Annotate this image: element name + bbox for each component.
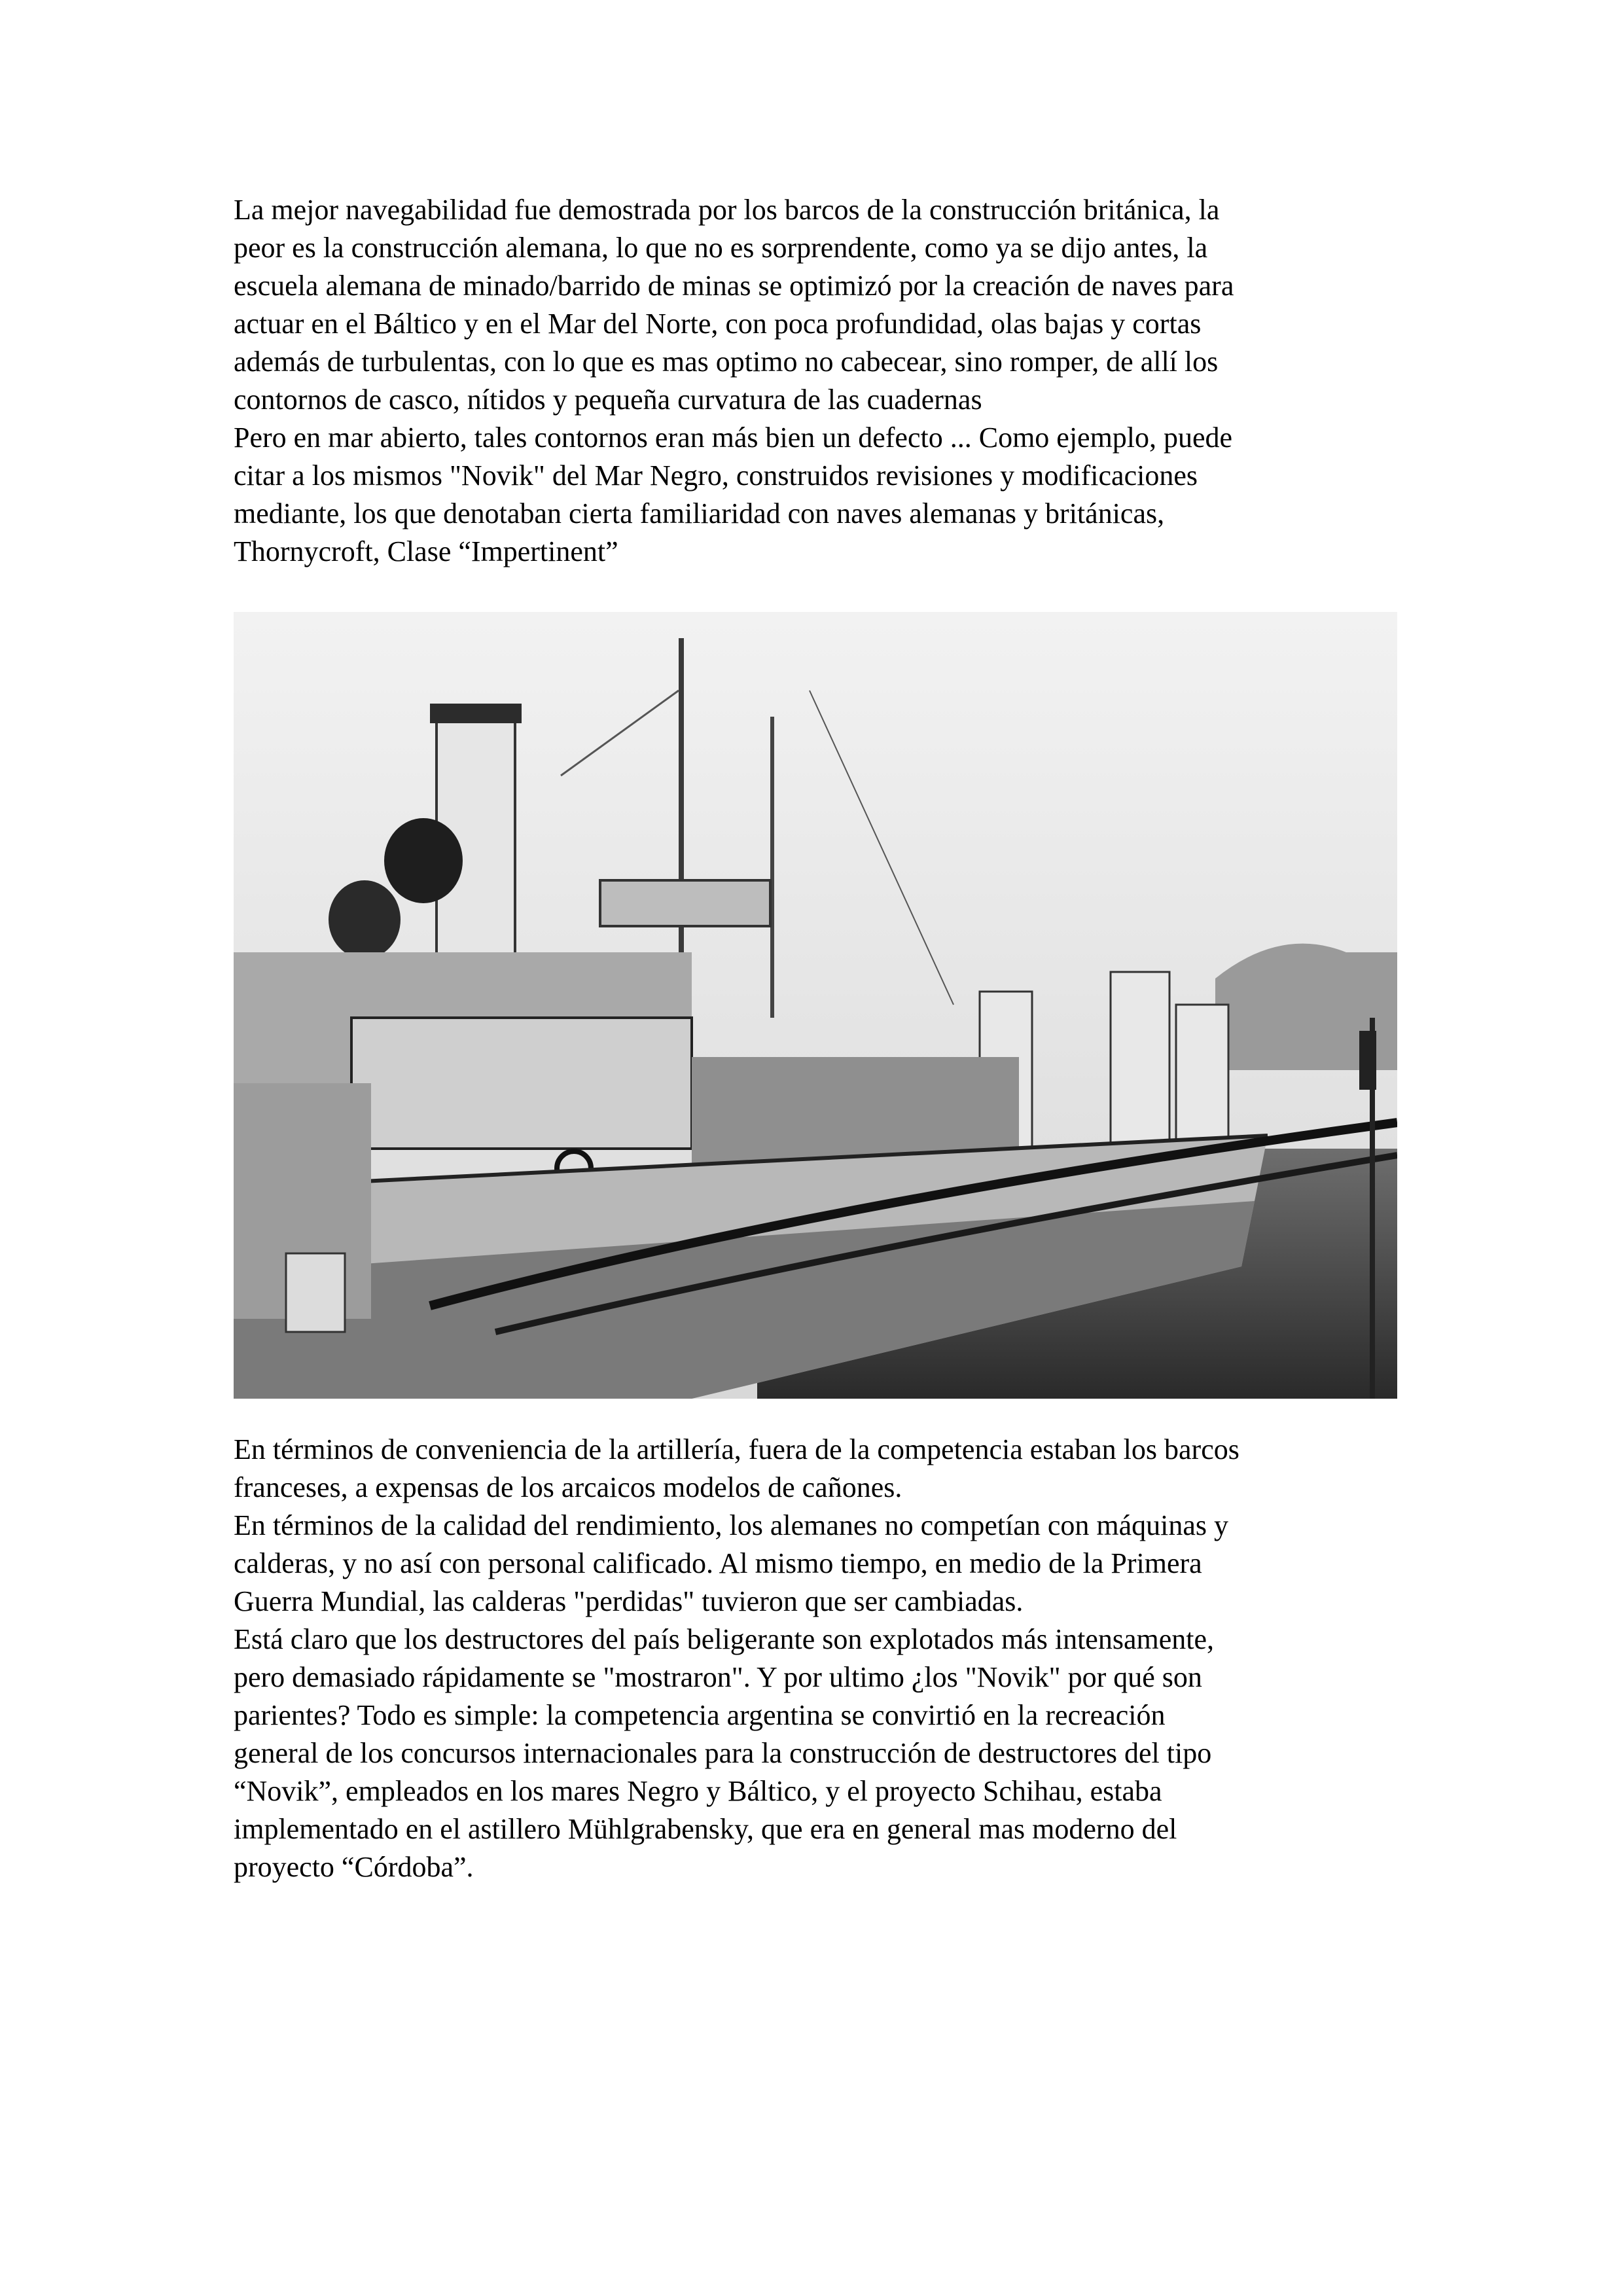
text-line: En términos de conveniencia de la artillería, fuera de la competencia estaban los barcos [234,1433,1240,1465]
text-line: escuela alemana de minado/barrido de minas se optimizó por la creación de naves para [234,270,1234,302]
text-line: proyecto “Córdoba”. [234,1851,474,1883]
text-line: franceses, a expensas de los arcaicos modelos de cañones. [234,1471,902,1503]
text-line: mediante, los que denotaban cierta familiaridad con naves alemanas y británicas, [234,497,1165,529]
text-line: parientes? Todo es simple: la competencia argentina se convirtió en la recreación [234,1699,1166,1731]
text-line: contornos de casco, nítidos y pequeña curvatura de las cuadernas [234,384,982,416]
text-line: implementado en el astillero Mühlgrabensky, que era en general mas moderno del [234,1813,1177,1845]
text-line: Thornycroft, Clase “Impertinent” [234,535,618,567]
warship-photo-icon [234,612,1397,1399]
text-line: Pero en mar abierto, tales contornos eran más bien un defecto ... Como ejemplo, puede [234,422,1233,454]
paragraph-artillery-novik [234,1431,1399,1886]
text-line: “Novik”, empleados en los mares Negro y Báltico, y el proyecto Schihau, estaba [234,1775,1162,1807]
text-line: citar a los mismos "Novik" del Mar Negro, construidos revisiones y modificaciones [234,459,1198,492]
text-line: Está claro que los destructores del país beligerante son explotados más intensamente, [234,1623,1214,1655]
warship-photo [234,612,1397,1399]
text-line: además de turbulentas, con lo que es mas optimo no cabecear, sino romper, de allí los [234,346,1219,378]
text-line: peor es la construcción alemana, lo que no es sorprendente, como ya se dijo antes, la [234,232,1208,264]
text-line: En términos de la calidad del rendimiento, los alemanes no competían con máquinas y [234,1509,1228,1541]
text-line: La mejor navegabilidad fue demostrada por los barcos de la construcción británica, la [234,194,1220,226]
text-line: pero demasiado rápidamente se "mostraron". Y por ultimo ¿los "Novik" por qué son [234,1661,1202,1693]
text-line: actuar en el Báltico y en el Mar del Norte, con poca profundidad, olas bajas y cortas [234,308,1202,340]
text-line: general de los concursos internacionales para la construcción de destructores del tipo [234,1737,1212,1769]
paragraph-seaworthiness [234,191,1399,571]
text-line: Guerra Mundial, las calderas "perdidas" tuvieron que ser cambiadas. [234,1585,1024,1617]
text-line: calderas, y no así con personal calificado. Al mismo tiempo, en medio de la Primera [234,1547,1202,1579]
